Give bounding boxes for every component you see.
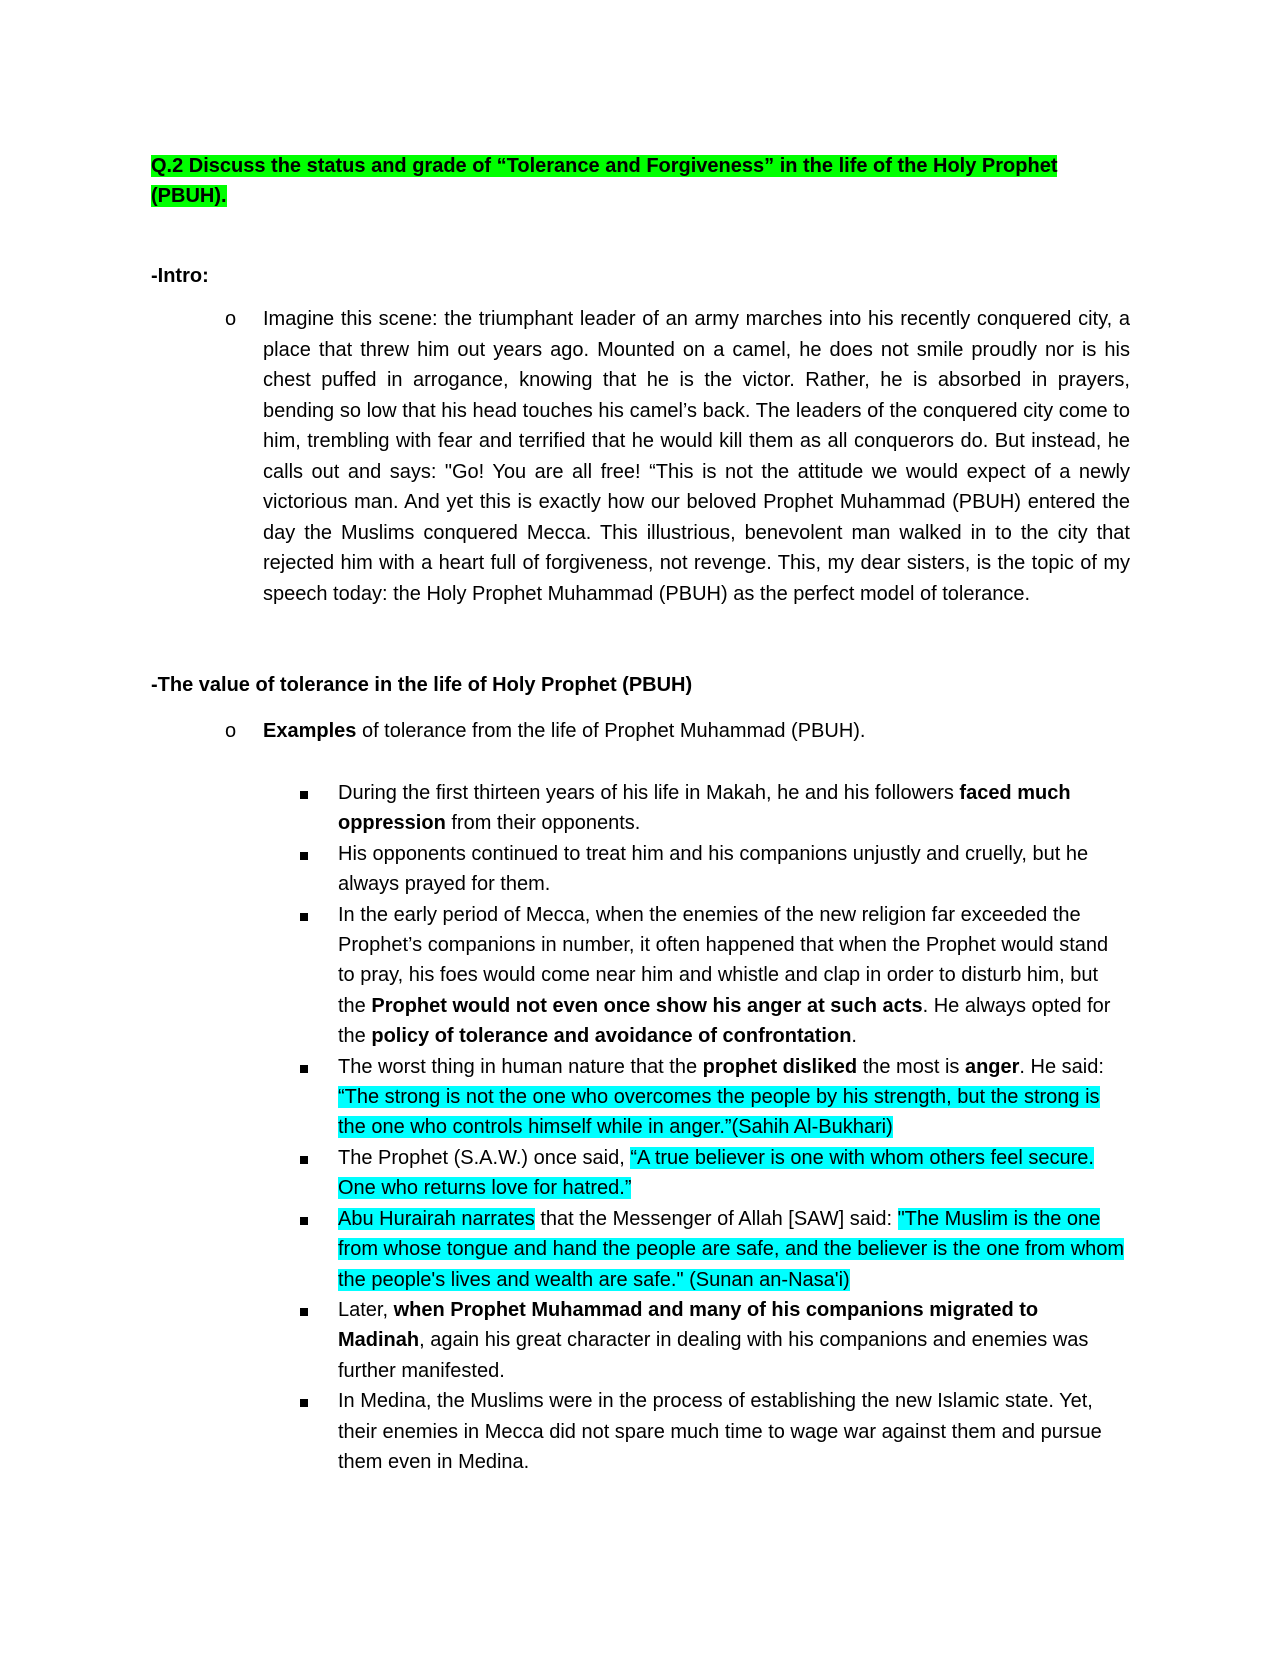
list-item: In the early period of Mecca, when the enemies of the new religion far exceeded the Prophet’s companions in number, it often happened that when the Prophet would stand to pray, his foes would come near him and whistle and clap in order to disturb him, but the Prophet would not even once show his anger at such acts. He always opted for the policy of tolerance and avoidance of confrontation.	[300, 900, 1130, 1052]
square-bullet-icon	[300, 1399, 308, 1407]
intro-paragraph: Imagine this scene: the triumphant leader of an army marches into his recently conquered city, a place that threw him out years ago. Mounted on a camel, he does not smile proudly nor is his chest puffed in arrogance, knowing that he is the victor. Rather, he is absorbed in prayers, bending so low that his head touches his camel’s back. The leaders of the conquered city come to him, trembling with fear and terrified that he would kill them as all conquerors do. But instead, he calls out and says: "Go! You are all free! “This is not the attitude we would expect of a newly victorious man. And yet this is exactly how our beloved Prophet Muhammad (PBUH) entered the day the Muslims conquered Mecca. This illustrious, benevolent man walked in to the city that rejected him with a heart full of forgiveness, not revenge. This, my dear sisters, is the topic of my speech today: the Holy Prophet Muhammad (PBUH) as the perfect model of tolerance.	[263, 308, 1130, 605]
value-heading: -The value of tolerance in the life of Holy Prophet (PBUH)	[151, 674, 693, 696]
list-item: Abu Hurairah narrates that the Messenger of Allah [SAW] said: "The Muslim is the one from whose tongue and hand the people are safe, and the believer is the one from whom the people's lives and wealth are safe." (Sunan an-Nasa'i)	[300, 1204, 1130, 1295]
highlighted-quote: "The Muslim is the one from whose tongue and hand the people are safe, and the believer is the one from whom the people's lives and wealth are safe." (Sunan an-Nasa'i)	[338, 1207, 1125, 1291]
list-item: In Medina, the Muslims were in the process of establishing the new Islamic state. Yet, their enemies in Mecca did not spare much time to wage war against them and pursue them even in Medina.	[300, 1386, 1130, 1477]
highlighted-narrator: Abu Hurairah narrates	[338, 1207, 535, 1230]
list-item: The worst thing in human nature that the prophet disliked the most is anger. He said: “The strong is not the one who overcomes the people by his strength, but the strong is the one who controls himself while in anger.”(Sahih Al-Bukhari)	[300, 1052, 1130, 1143]
question-line-2: (PBUH).	[151, 185, 227, 207]
examples-list-item	[225, 716, 1130, 747]
examples-bold: Examples	[263, 720, 357, 742]
highlighted-quote: “The strong is not the one who overcomes the people by his strength, but the strong is the one who controls himself while in anger.”(Sahih Al-Bukhari)	[338, 1086, 1100, 1139]
question-title	[151, 151, 1081, 211]
examples-text	[263, 716, 1130, 747]
square-bullet-icon	[300, 852, 308, 860]
square-bullet-icon	[300, 1065, 308, 1073]
examples-bullet-list	[300, 778, 1130, 1477]
examples-rest: of tolerance from the life of Prophet Muhammad (PBUH).	[356, 720, 866, 742]
square-bullet-icon	[300, 791, 308, 799]
list-marker: o	[225, 720, 237, 742]
list-marker: o	[225, 308, 237, 330]
list-item: Later, when Prophet Muhammad and many of his companions migrated to Madinah, again his great character in dealing with his companions and enemies was further manifested.	[300, 1295, 1130, 1386]
intro-list-item	[225, 304, 1130, 609]
list-item: His opponents continued to treat him and his companions unjustly and cruelly, but he always prayed for them.	[300, 839, 1130, 900]
square-bullet-icon	[300, 1217, 308, 1225]
square-bullet-icon	[300, 1156, 308, 1164]
square-bullet-icon	[300, 1308, 308, 1316]
intro-heading: -Intro:	[151, 265, 209, 287]
list-item: The Prophet (S.A.W.) once said, “A true believer is one with whom others feel secure. One who returns love for hatred.”	[300, 1143, 1130, 1204]
list-item: During the first thirteen years of his life in Makah, he and his followers faced much oppression from their opponents.	[300, 778, 1130, 839]
highlighted-quote: “A true believer is one with whom others feel secure. One who returns love for hatred.”	[338, 1146, 1094, 1200]
square-bullet-icon	[300, 913, 308, 921]
question-line-1: Q.2 Discuss the status and grade of “Tolerance and Forgiveness” in the life of the Holy Prophet	[151, 155, 1058, 177]
